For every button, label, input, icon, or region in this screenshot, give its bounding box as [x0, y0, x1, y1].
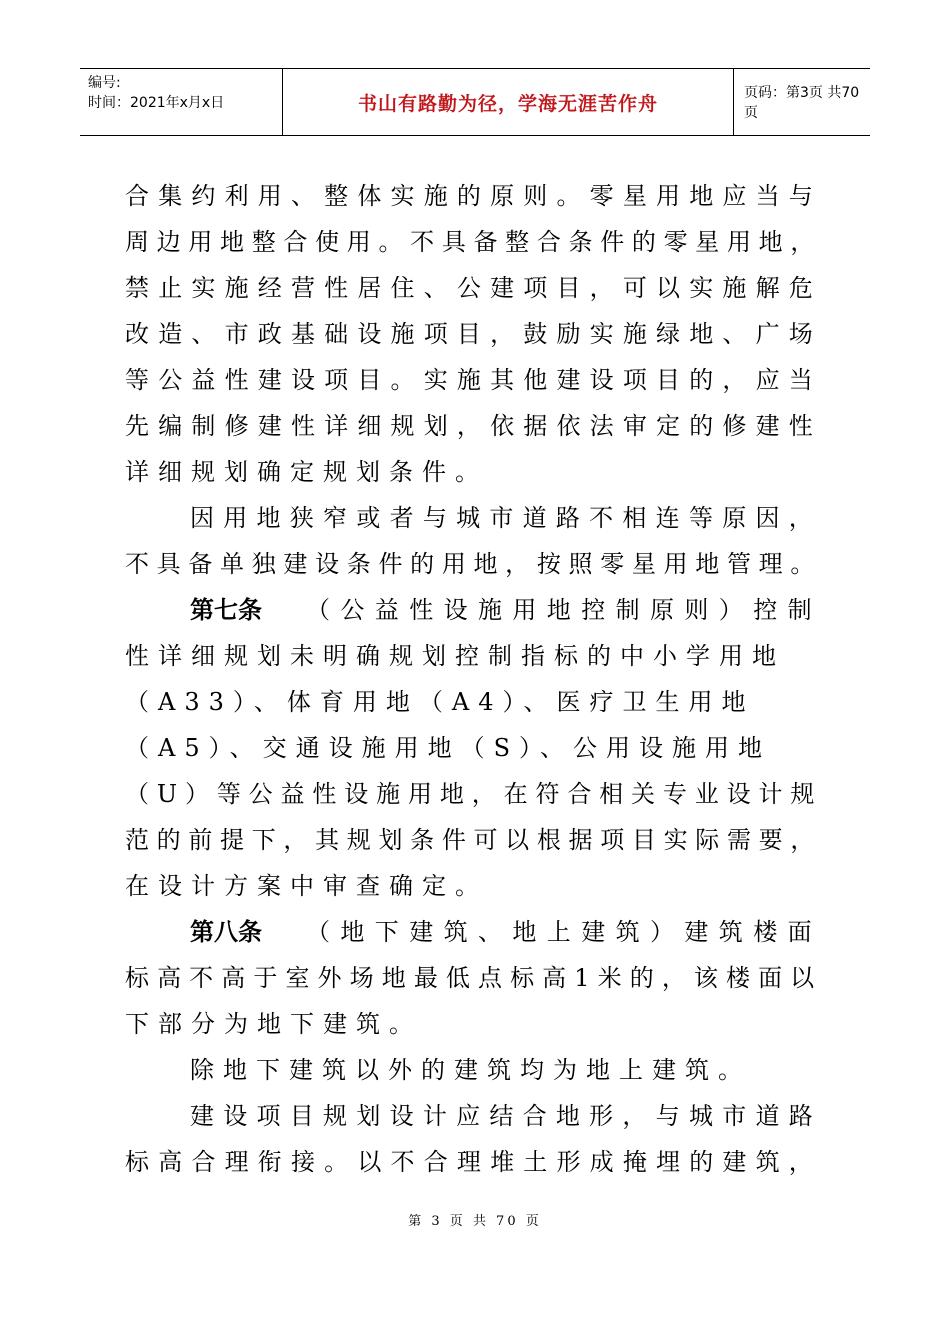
header-motto: 书山有路勤为径，学海无涯苦作舟 — [282, 69, 734, 135]
line-text: （公益性设施用地控制原则）控制 — [306, 596, 822, 624]
body-line — [125, 458, 488, 486]
body-line-indented — [190, 1102, 822, 1130]
article-7-heading-line — [190, 596, 822, 624]
body-line — [125, 964, 822, 992]
line-text: 详细规划确定规划条件。 — [125, 458, 488, 486]
line-text: 性详细规划未明确规划控制指标的中小学用地 — [125, 642, 785, 670]
body-line — [125, 1010, 422, 1038]
body-line — [125, 826, 822, 854]
body-line — [125, 228, 822, 256]
doc-date-label: 时间：2021年x月x日 — [88, 95, 225, 111]
body-line — [125, 412, 822, 440]
body-line — [125, 320, 822, 348]
line-text: （U）等公益性设施用地，在符合相关专业设计规 — [125, 780, 823, 808]
line-text: 合集约利用、整体实施的原则。零星用地应当与 — [125, 182, 822, 210]
body-line — [125, 274, 822, 302]
line-text: 除地下建筑以外的建筑均为地上建筑。 — [190, 1056, 751, 1084]
line-text: 因用地狭窄或者与城市道路不相连等原因， — [190, 504, 822, 532]
header-meta — [80, 69, 282, 135]
doc-number-label: 编号: — [88, 75, 121, 91]
line-text: 周边用地整合使用。不具备整合条件的零星用地， — [125, 228, 822, 256]
body-line — [125, 550, 822, 578]
body-line — [125, 642, 785, 670]
article-8-heading-line — [190, 918, 822, 946]
line-text: 标高不高于室外场地最低点标高1米的，该楼面以 — [125, 964, 823, 992]
line-text: （A33）、体育用地（A4）、医疗卫生用地 — [125, 688, 755, 716]
page-footer: 第 3 页 共 70 页 — [408, 1214, 542, 1229]
line-text: （地下建筑、地上建筑）建筑楼面 — [306, 918, 822, 946]
line-text: 禁止实施经营性居住、公建项目，可以实施解危 — [125, 274, 822, 302]
line-text: 范的前提下，其规划条件可以根据项目实际需要， — [125, 826, 822, 854]
body-line — [125, 182, 822, 210]
line-text: （A5）、交通设施用地（S）、公用设施用地 — [125, 734, 772, 762]
body-line — [125, 688, 754, 716]
body-line — [125, 780, 822, 808]
line-text: 标高合理衔接。以不合理堆土形成掩埋的建筑， — [125, 1148, 822, 1176]
line-text: 在设计方案中审查确定。 — [125, 872, 488, 900]
line-text: 下部分为地下建筑。 — [125, 1010, 422, 1038]
line-text: 不具备单独建设条件的用地，按照零星用地管理。 — [125, 550, 822, 578]
body-line — [125, 734, 771, 762]
line-text: 建设项目规划设计应结合地形，与城市道路 — [190, 1102, 822, 1130]
body-line — [125, 1148, 822, 1176]
page-header — [80, 68, 870, 136]
body-line — [125, 366, 822, 394]
line-text: 等公益性建设项目。实施其他建设项目的，应当 — [125, 366, 822, 394]
article-number: 第八条 — [190, 918, 262, 946]
body-line — [125, 872, 488, 900]
body-line-indented — [190, 1056, 751, 1084]
line-text: 先编制修建性详细规划，依据依法审定的修建性 — [125, 412, 822, 440]
line-text: 改造、市政基础设施项目，鼓励实施绿地、广场 — [125, 320, 822, 348]
header-page-info: 页码：第3页 共70页 — [744, 85, 860, 121]
article-number: 第七条 — [190, 596, 262, 624]
body-line-indented — [190, 504, 822, 532]
